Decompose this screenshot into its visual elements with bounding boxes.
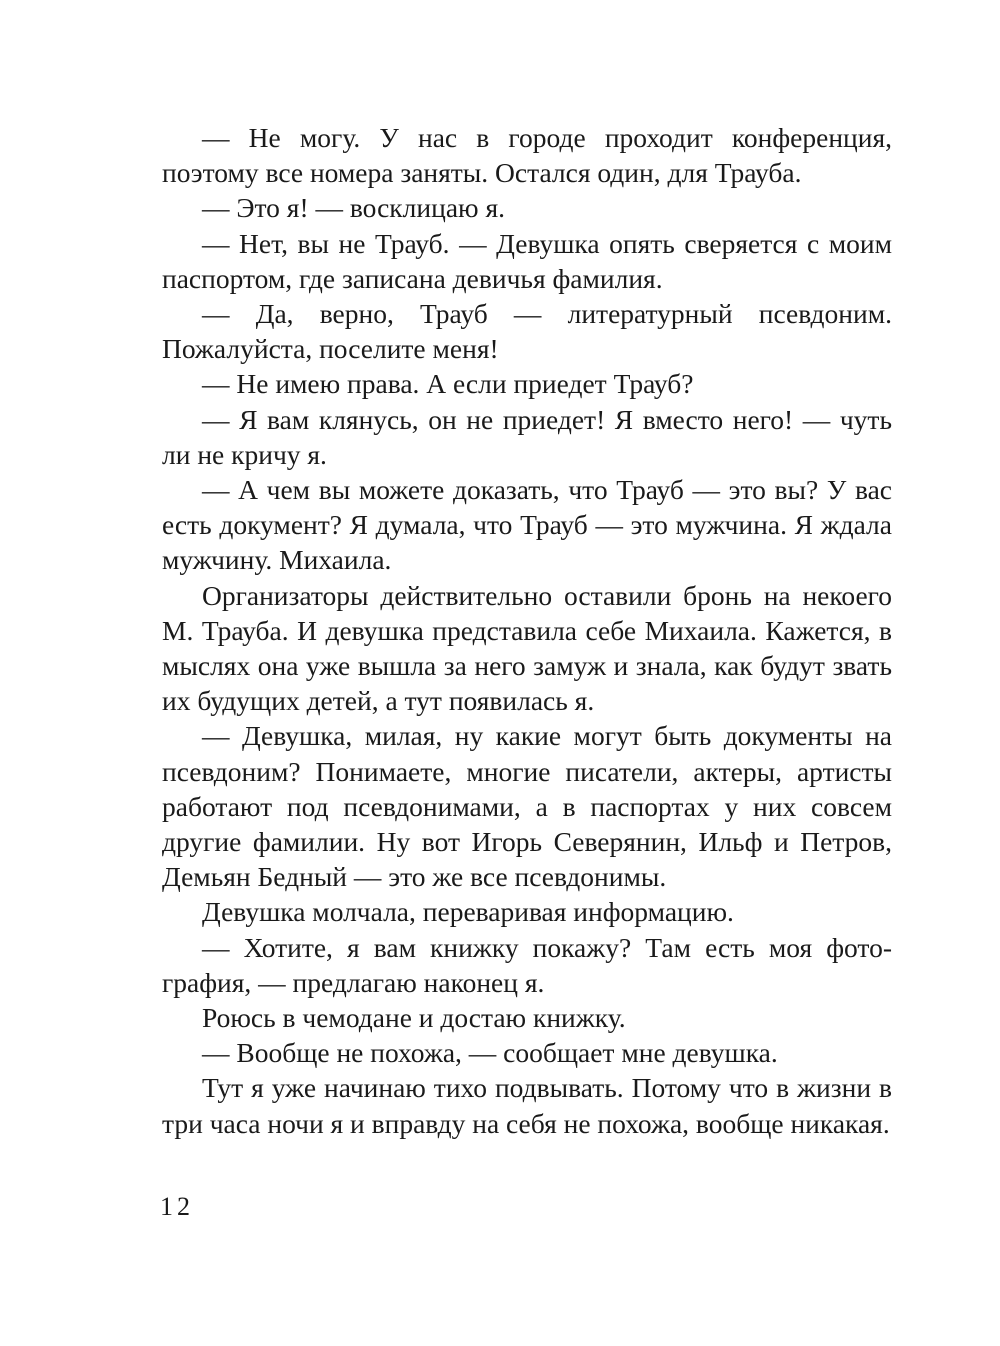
paragraph: — Девушка, милая, ну какие могут быть документы на псевдоним? Понимаете, многие писатели, актеры, артисты работают под псевдонимами, а в паспортах у них совсем другие фамилии. Ну вот Игорь Северянин, Ильф и Петров, Демьян Бедный — это же все псевдонимы. xyxy=(162,720,892,893)
paragraph: — А чем вы можете доказать, что Трауб — это вы? У вас есть документ? Я думала, что Трауб — это мужчина. Я ждала мужчину. Михаила. xyxy=(162,474,892,576)
paragraph: — Это я! — восклицаю я. xyxy=(202,192,505,224)
paragraph: — Не имею права. А если приедет Трауб? xyxy=(202,368,694,400)
paragraph: Организаторы действительно оставили бронь на некоего М. Трауба. И девушка представила себе Михаила. Кажется, в мыслях она уже вышла за него замуж и знала, как будут звать их будущих детей, а тут появилась я. xyxy=(162,579,892,717)
paragraph: Роюсь в чемодане и достаю книжку. xyxy=(202,1002,626,1034)
paragraph: — Не могу. У нас в городе проходит конференция, поэтому все номера заняты. Остался один, для Трауба. xyxy=(162,122,892,189)
page-number: 12 xyxy=(160,1192,194,1221)
paragraph: Тут я уже начинаю тихо подвывать. Потому что в жизни в три часа ночи я и вправду на себя не похожа, вообще никакая. xyxy=(162,1072,892,1139)
paragraph: Девушка молчала, переваривая информацию. xyxy=(202,896,734,928)
paragraph: — Я вам клянусь, он не приедет! Я вместо него! — чуть ли не кричу я. xyxy=(162,403,892,470)
paragraph: — Хотите, я вам книжку покажу? Там есть моя фотография, — предлагаю наконец я. xyxy=(162,931,892,998)
body-text xyxy=(162,120,892,1141)
paragraph: — Вообще не похожа, — сообщает мне девушка. xyxy=(202,1037,778,1069)
paragraph: — Да, верно, Трауб — литературный псевдоним. Пожалуйста, поселите меня! xyxy=(162,298,892,365)
paragraph: — Нет, вы не Трауб. — Девушка опять сверяется с моим паспортом, где записана девичья фамилия. xyxy=(162,227,892,294)
